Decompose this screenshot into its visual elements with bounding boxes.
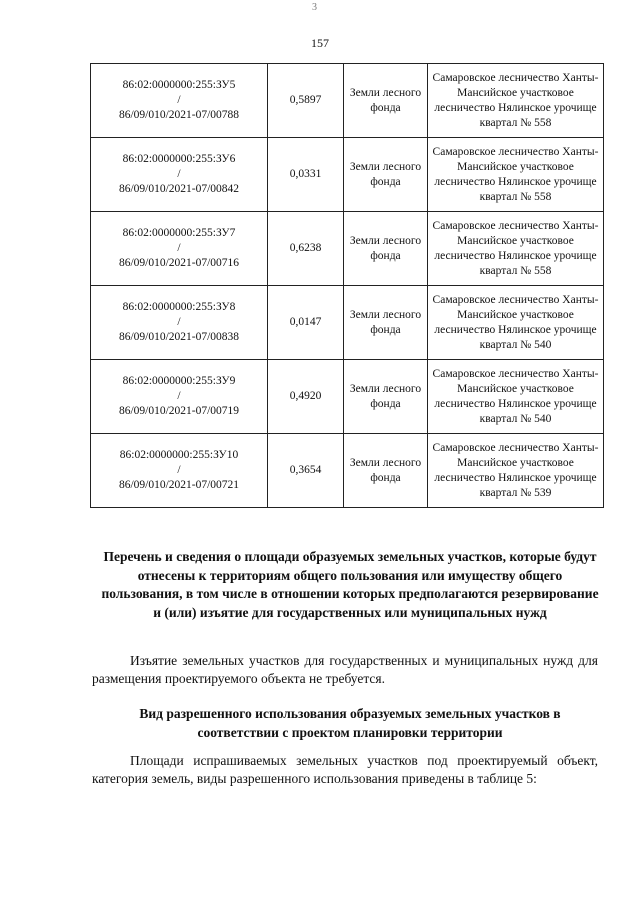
area-cell: 0,5897 [268,64,344,138]
cadastral-number: 86:02:0000000:255:ЗУ6 [122,153,236,165]
area-cell: 0,6238 [268,212,344,286]
cadastral-number: 86:02:0000000:255:ЗУ10 [119,449,239,461]
category-cell: Земли лесного фонда [344,64,428,138]
registration-number: 86/09/010/2021-07/00716 [118,257,240,269]
registration-number: 86/09/010/2021-07/00719 [118,405,240,417]
paragraph-areas: Площади испрашиваемых земельных участков под проектируемый объект, категория земель, виды разрешенного использования приведены в таблице 5: [92,753,598,786]
cadastral-number: 86:02:0000000:255:ЗУ8 [122,301,236,313]
cadastral-separator: / [177,168,181,180]
area-cell: 0,0331 [268,138,344,212]
location-cell: Самаровское лесничество Ханты-Мансийское участковое лесничество Нялинское урочище квартал № 558 [428,64,604,138]
cadastral-separator: / [177,316,181,328]
cadastral-cell [91,64,268,138]
paragraph-seizure: Изъятие земельных участков для государственных и муниципальных нужд для размещения проектируемого объекта не требуется. [92,653,598,686]
cadastral-number: 86:02:0000000:255:ЗУ5 [122,79,236,91]
category-cell: Земли лесного фонда [344,138,428,212]
cadastral-number: 86:02:0000000:255:ЗУ7 [122,227,236,239]
category-cell: Земли лесного фонда [344,434,428,508]
category-cell: Земли лесного фонда [344,360,428,434]
section-heading-public-use: Перечень и сведения о площади образуемых земельных участков, которые будут отнесены к территориям общего пользования или имуществу общего пользования, в том числе в отношении которых предполагаются резервирование и (или) изъятие для государственных или муниципальных нужд [101,549,599,620]
registration-number: 86/09/010/2021-07/00788 [118,109,240,121]
table-row [91,64,604,138]
cadastral-cell [91,360,268,434]
cadastral-separator: / [177,464,181,476]
cadastral-number: 86:02:0000000:255:ЗУ9 [122,375,236,387]
category-cell: Земли лесного фонда [344,212,428,286]
area-cell: 0,4920 [268,360,344,434]
page-number: 157 [311,36,329,50]
location-cell: Самаровское лесничество Ханты-Мансийское участковое лесничество Нялинское урочище квартал № 540 [428,360,604,434]
cadastral-cell [91,286,268,360]
section-heading-permitted-use: Вид разрешенного использования образуемых земельных участков в соответствии с проектом планировки территории [139,706,561,740]
location-cell: Самаровское лесничество Ханты-Мансийское участковое лесничество Нялинское урочище квартал № 539 [428,434,604,508]
area-cell: 0,0147 [268,286,344,360]
cadastral-separator: / [177,242,181,254]
table-row [91,138,604,212]
table-row [91,286,604,360]
table-row [91,434,604,508]
category-cell: Земли лесного фонда [344,286,428,360]
table-row [91,212,604,286]
location-cell: Самаровское лесничество Ханты-Мансийское участковое лесничество Нялинское урочище квартал № 558 [428,138,604,212]
cadastral-separator: / [177,94,181,106]
corner-mark: 3 [312,2,317,13]
area-cell: 0,3654 [268,434,344,508]
land-plots-table [90,63,604,508]
cadastral-separator: / [177,390,181,402]
location-cell: Самаровское лесничество Ханты-Мансийское участковое лесничество Нялинское урочище квартал № 558 [428,212,604,286]
cadastral-cell [91,212,268,286]
registration-number: 86/09/010/2021-07/00721 [118,479,240,491]
location-cell: Самаровское лесничество Ханты-Мансийское участковое лесничество Нялинское урочище квартал № 540 [428,286,604,360]
registration-number: 86/09/010/2021-07/00842 [118,183,240,195]
cadastral-cell [91,434,268,508]
registration-number: 86/09/010/2021-07/00838 [118,331,240,343]
cadastral-cell [91,138,268,212]
table-row [91,360,604,434]
